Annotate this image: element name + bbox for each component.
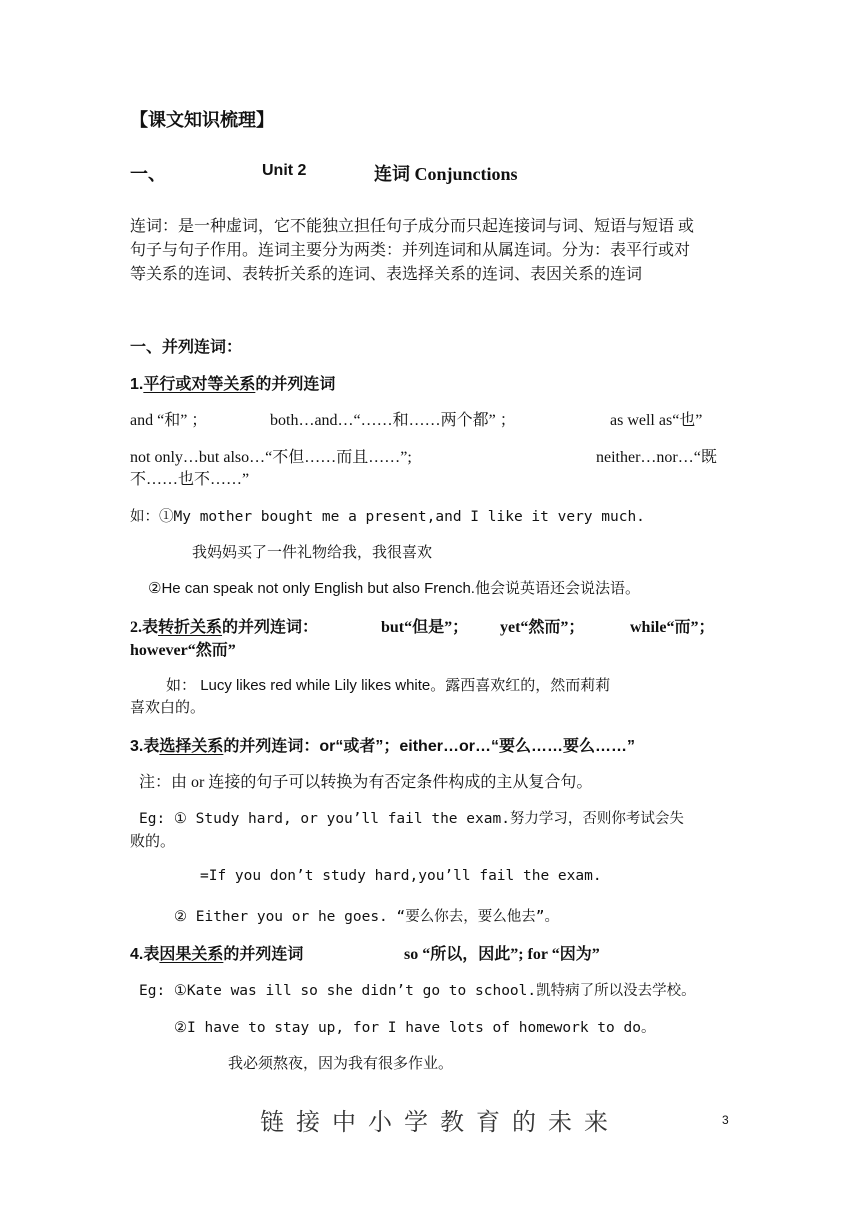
s1-ex1-prefix: 如： [130,509,159,525]
s1-num: 1. [130,376,144,393]
s3-eg-1-cont: 败的。 [130,834,176,850]
unit-index: 一、 [130,164,166,184]
intro-line-3: 等关系的连词、表转折关系的连词、表选择关系的连词、表因关系的连词 [130,266,643,283]
s3-rest: 的并列连词：or“或者”；either…or…“要么……要么……” [223,738,635,755]
s3-eg-1: Eg: ① Study hard, or you’ll fail the exam.努力学习，否则你考试会失 [139,811,684,827]
s4-num: 4.表 [130,946,160,963]
s1-example-2: ②He can speak not only English but also French.他会说英语还会说法语。 [148,580,640,597]
s4-eg-1: Eg: ①Kate was ill so she didn’t go to school.凯特病了所以没去学校。 [139,983,696,999]
s4-conjunctions: so “所以，因此”; for “因为” [404,946,600,963]
s3-underlined: 选择关系 [159,738,224,755]
section-title: 【课文知识梳理】 [130,110,274,130]
s2-conj-however: however“然而” [130,642,236,659]
part1-heading: 一、并列连词： [130,339,243,356]
s2-example-cont: 喜欢白的。 [130,700,206,716]
unit-topic: 连词 Conjunctions [374,164,518,184]
s4-eg-2: ②I have to stay up, for I have lots of homework to do。 [174,1020,656,1036]
s2-heading [130,614,318,637]
s1-example-1 [130,505,645,526]
s1-row3: 不……也不……” [130,471,250,488]
s1-row1-b: both…and…“……和……两个都” ； [270,412,516,429]
intro-line-1: 连词：是一种虚词，它不能独立担任句子成分而只起连接词与词、短语与短语 或 [130,218,695,235]
s2-ex-prefix: 如： [166,677,197,694]
s3-eg-3: ② Either you or he goes. “要么你去，要么他去”。 [174,909,559,925]
s2-rest: 的并列连词： [222,619,319,636]
s2-ex-text: Lucy likes red while Lily likes white。露西喜欢红的，然而莉莉 [200,677,611,694]
s2-conj-while: while“而”； [630,619,715,636]
s4-heading [130,941,303,964]
s4-rest: 的并列连词 [223,946,304,963]
s1-ex1-text: ①My mother bought me a present,and I like it very much. [159,509,645,525]
s1-row1-c: as well as“也” [610,412,703,429]
s4-eg-2-translation: 我必须熬夜，因为我有很多作业。 [228,1056,454,1072]
s1-row2-b: neither…nor…“既 [596,449,717,466]
s2-conj-yet: yet“然而”； [500,619,585,636]
intro-line-2: 句子与句子作用。连词主要分为两类：并列连词和从属连词。分为：表平行或对 [130,242,691,259]
s1-rest: 的并列连词 [255,376,336,393]
unit-label: Unit 2 [262,162,307,179]
s1-heading [130,371,335,394]
s2-example [166,674,610,695]
s3-note: 注：由 or 连接的句子可以转换为有否定条件构成的主从复合句。 [139,774,593,791]
s1-underlined: 平行或对等关系 [143,376,256,393]
s1-example-1-translation: 我妈妈买了一件礼物给我，我很喜欢 [192,545,433,561]
s1-row2-a: not only…but also…“不但……而且……”; [130,449,412,466]
footer-slogan: 链接中小学教育的未来 [260,1109,620,1136]
s3-num: 3.表 [130,738,160,755]
s1-row1-a: and “和” ； [130,412,208,429]
s2-underlined: 转折关系 [158,619,223,636]
s4-underlined: 因果关系 [159,946,224,963]
s2-num: 2.表 [130,619,159,636]
s2-conj-but: but“但是”； [381,619,469,636]
s3-heading [130,733,635,756]
s3-eg-2: =If you don’t study hard,you’ll fail the exam. [200,868,602,884]
page-number: 3 [722,1113,729,1127]
